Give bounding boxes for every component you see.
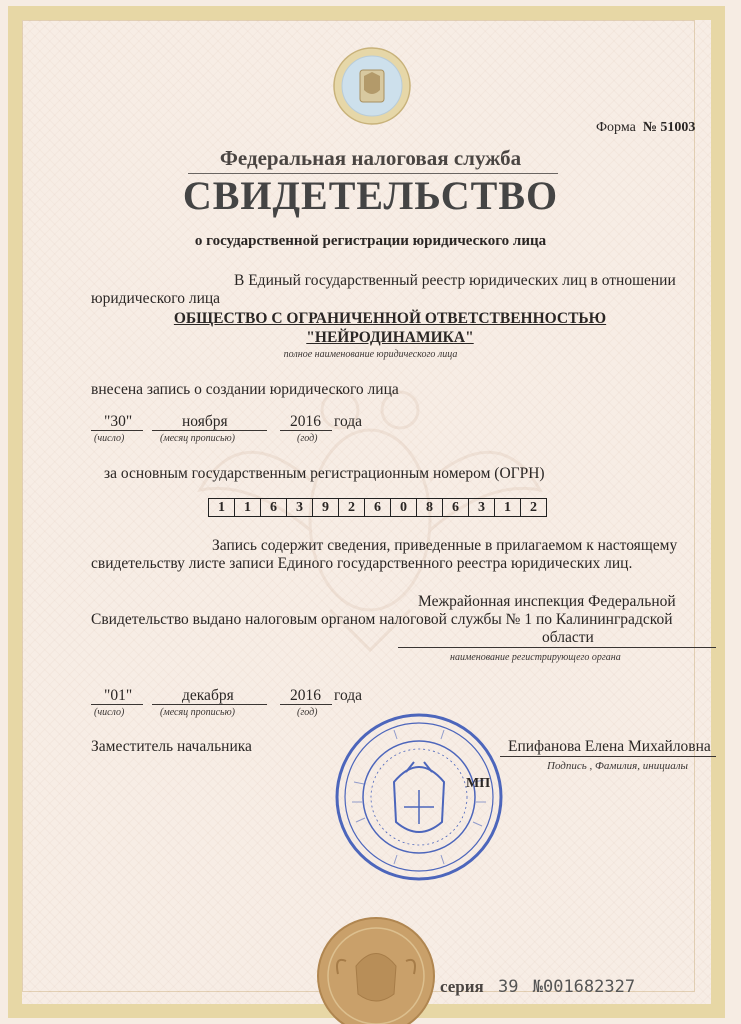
serial-series: 39 [498, 977, 519, 997]
ogrn-digit: 1 [495, 499, 521, 516]
serial-number [440, 977, 635, 997]
issuer-underline [398, 647, 716, 648]
issuer-hint: наименование регистрирующего органа [450, 652, 621, 663]
ogrn-digit: 3 [469, 499, 495, 516]
record-month: ноября [182, 413, 228, 430]
form-number [596, 120, 695, 136]
intro-line-2: юридического лица [91, 290, 221, 307]
gold-seal-icon [316, 916, 436, 1024]
organization-name [130, 309, 650, 347]
ogrn-digit: 6 [365, 499, 391, 516]
org-name-line-1: ОБЩЕСТВО С ОГРАНИЧЕННОЙ ОТВЕТСТВЕННОСТЬЮ [173, 310, 607, 327]
emblem-icon [332, 46, 412, 126]
document-subtitle: о государственной регистрации юридического лица [194, 233, 547, 249]
issue-year-hint: (год) [297, 707, 318, 718]
serial-label: серия [440, 977, 484, 996]
agency-name: Федеральная налоговая служба [219, 146, 522, 170]
document-title: СВИДЕТЕЛЬСТВО [182, 173, 559, 218]
ogrn-digit: 9 [313, 499, 339, 516]
issuer-line-1: Межрайонная инспекция Федеральной [418, 593, 676, 610]
serial-value: №001682327 [532, 977, 636, 997]
ogrn-digit: 3 [287, 499, 313, 516]
form-number-value: № 51003 [642, 120, 696, 135]
signature-hint: Подпись , Фамилия, инициалы [547, 760, 688, 772]
ogrn-digit: 6 [261, 499, 287, 516]
issue-month: декабря [182, 687, 234, 704]
signature-underline [500, 756, 716, 757]
issuer-line-2: Свидетельство выдано налоговым органом налоговой службы № 1 по Калининградской [91, 611, 673, 628]
record-day: "30" [104, 413, 133, 430]
record-day-hint: (число) [94, 433, 125, 444]
ogrn-label: за основным государственным регистрационным номером (ОГРН) [104, 465, 545, 482]
record-year: 2016 [290, 413, 321, 430]
ogrn-digit: 0 [391, 499, 417, 516]
issuer-line-3: области [542, 629, 594, 646]
org-name-hint: полное наименование юридического лица [283, 349, 458, 360]
ogrn-digit: 8 [417, 499, 443, 516]
issue-year: 2016 [290, 687, 321, 704]
issue-year-suffix: года [334, 687, 363, 704]
signer-name: Епифанова Елена Михайловна [508, 738, 711, 755]
org-name-line-2: "НЕЙРОДИНАМИКА" [306, 329, 474, 346]
stamp-place-mark: МП [466, 776, 491, 791]
record-month-hint: (месяц прописью) [160, 433, 235, 444]
record-year-suffix: года [334, 413, 363, 430]
issue-day: "01" [104, 687, 133, 704]
intro-line-1: В Единый государственный реестр юридических лиц в отношении [234, 272, 676, 289]
ogrn-number [208, 498, 547, 517]
issue-month-hint: (месяц прописью) [160, 707, 235, 718]
ogrn-digit: 2 [339, 499, 365, 516]
record-year-hint: (год) [297, 433, 318, 444]
ogrn-digit: 1 [209, 499, 235, 516]
content-note-line-2: свидетельству листе записи Единого государственного реестра юридических лиц. [91, 555, 633, 572]
issue-day-hint: (число) [94, 707, 125, 718]
ogrn-digit: 6 [443, 499, 469, 516]
signer-position: Заместитель начальника [91, 738, 252, 755]
record-text: внесена запись о создании юридического лица [91, 381, 399, 398]
ogrn-digit: 1 [235, 499, 261, 516]
official-stamp-icon [334, 712, 504, 882]
ogrn-digit: 2 [530, 500, 537, 515]
content-note-line-1: Запись содержит сведения, приведенные в прилагаемом к настоящему [212, 537, 678, 554]
form-label: Форма [596, 120, 636, 135]
